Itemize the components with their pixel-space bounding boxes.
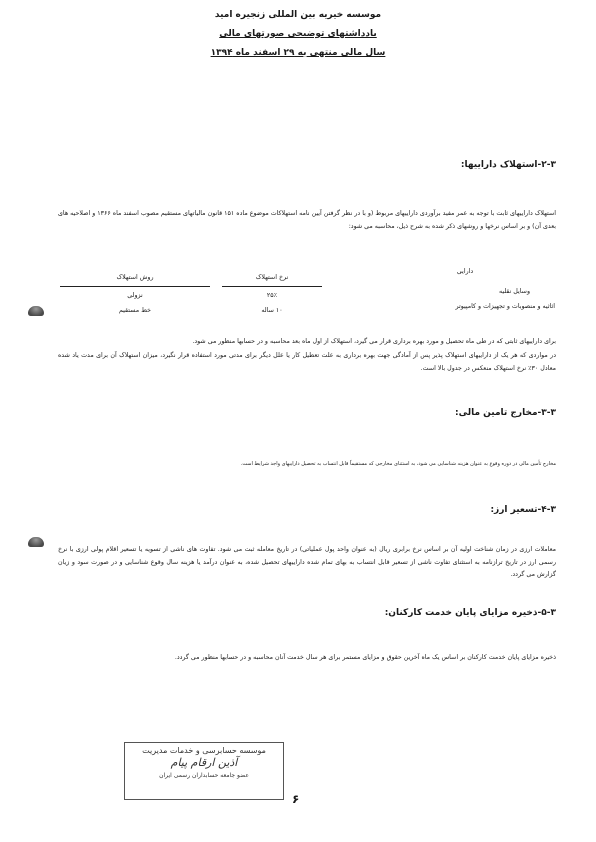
table-header-method: روش استهلاک (116, 274, 154, 281)
table-header-rate: نرخ استهلاک (255, 274, 289, 281)
depreciation-para-2: در مواردی که هر یک از داراییهای استهلاک پذیر پس از آمادگی جهت بهره برداری به علت تعطیل کار یا علل دیگر برای مدتی مورد استفاده قرار نگیرد، میزان استهلاک آن برای مدت یاد شده معادل ۳۰٪ نرخ استهلاک منعکس در جدول بالا است. (58, 352, 556, 372)
depreciation-para-1: برای داراییهای ثابتی که در طی ماه تحصیل و مورد بهره برداری قرار می گیرد، استهلاک از اول ماه بعد محاسبه و در حسابها منظور می شود. (192, 338, 556, 345)
depreciation-title: ۲-۳-استهلاک داراییها: (460, 160, 556, 170)
severance-title: ۵-۳-ذخیره مزایای پایان خدمت کارکنان: (384, 608, 556, 618)
binder-hole-top (28, 306, 44, 316)
stamp-line-3: عضو جامعه حسابداران رسمی ایران (159, 772, 249, 779)
depreciation-intro: استهلاک داراییهای ثابت با توجه به عمر مفید برآوردی داراییهای مربوط (و با در نظر گرفتن آیین نامه استهلاکات موضوع ماده ۱۵۱ قانون مالیاتهای مستقیم مصوب اسفند ماه ۱۳۶۶ و اصلاحیه های بعدی آن) و بر اساس نرخها و روشهای ذکر شده به شرح ذیل، محاسبه می شود: (58, 210, 556, 230)
table-row-1-rate: ۲۵٪ (266, 292, 278, 299)
table-row-2-method: خط مستقیم (118, 307, 152, 314)
fiscal-period-text: سال مالی منتهی به ۲۹ اسفند ماه ۱۳۹۴ (210, 48, 386, 58)
fx-text: معاملات ارزی در زمان شناخت اولیه آن بر اساس نرخ برابری ریال (به عنوان واحد پول عملیاتی) در تاریخ معامله ثبت می شود. تفاوت های ناشی از تسویه یا تسعیر اقلام پولی ارزی با نرخ رسمی ارز در تاریخ ترازنامه به استثنای تفاوت ناشی از تسعیر قابل انتساب به بهای تمام شده داراییهای تحصیل شده، به عنوان درآمد یا هزینه سال وقوع شناسایی و در صورت سود و زیان گزارش می گردد. (58, 546, 556, 578)
page-number: ۶ (292, 792, 300, 806)
table-row-2-rate: ۱۰ ساله (261, 307, 283, 314)
table-row-2-asset: اثاثیه و منصوبات و تجهیزات و کامپیوتر (455, 303, 555, 310)
table-row-1-asset: وسایل نقلیه (498, 288, 530, 295)
org-title: موسسه خیریه بین المللی زنجیره امید (214, 10, 382, 20)
binder-hole-bottom (28, 537, 44, 547)
header-underline-method (60, 286, 210, 287)
header-underline-rate (222, 286, 322, 287)
stamp-line-2: آذین ارقام پیام (170, 756, 238, 769)
table-row-1-method: نزولی (127, 292, 143, 299)
financing-title: ۳-۳-مخارج تامین مالی: (455, 408, 556, 418)
stamp-line-1: موسسه حسابرسی و خدمات مدیریت (142, 746, 266, 755)
table-header-asset: دارایی (456, 268, 474, 275)
report-subtitle-text: یادداشتهای توضیحی صورتهای مالی (219, 29, 377, 39)
severance-text: ذخیره مزایای پایان خدمت کارکنان بر اساس یک ماه آخرین حقوق و مزایای مستمر برای هر سال خدمت آنان محاسبه و در حسابها منظور می گردد. (174, 654, 556, 661)
auditor-stamp (124, 742, 284, 800)
fx-title: ۴-۳-تسعیر ارز: (490, 505, 556, 515)
financing-text: مخارج تأمین مالی در دوره وقوع به عنوان هزینه شناسایی می شود، به استثنای مخارجی که مستقیماً قابل انتساب به تحصیل داراییهای واجد شرایط است. (240, 461, 556, 467)
